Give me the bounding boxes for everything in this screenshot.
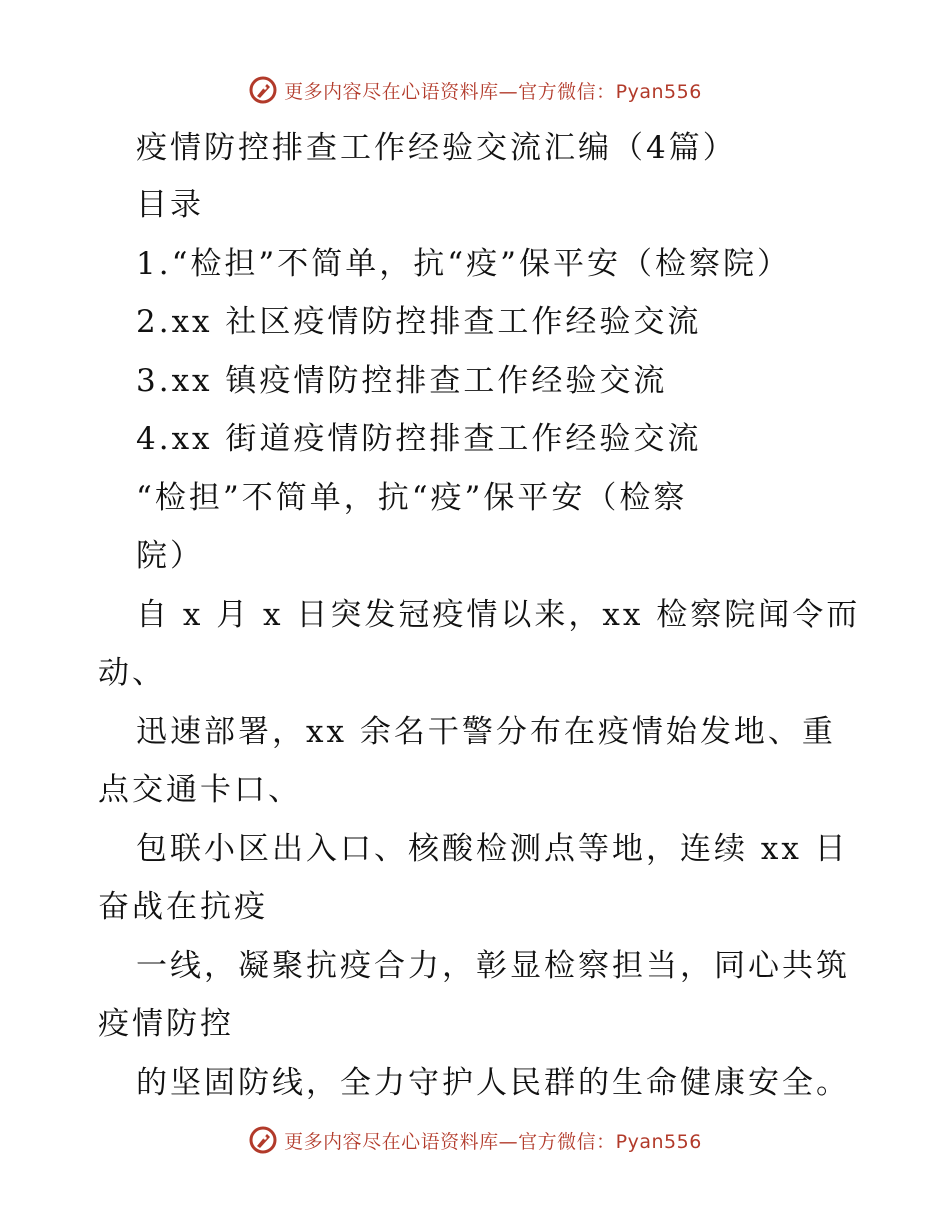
toc-item-2: 2.xx 社区疫情防控排查工作经验交流 [136,304,702,340]
toc-item-1: 1.“检担”不简单，抗“疫”保平安（检察院） [136,246,791,282]
body-line-3: 迅速部署，xx 余名干警分布在疫情始发地、重 [136,714,836,750]
pen-nib-logo-icon [248,1125,278,1155]
body-line-4: 点交通卡口、 [98,772,302,808]
body-line-2: 动、 [98,655,166,691]
toc-heading: 目录 [136,187,204,223]
body-line-9: 的坚固防线，全力守护人民群的生命健康安全。 [136,1065,850,1101]
body-line-5: 包联小区出入口、核酸检测点等地，连续 xx 日 [136,831,849,867]
toc-item-4: 4.xx 街道疫情防控排查工作经验交流 [136,421,702,457]
body-line-7: 一线，凝聚抗疫合力，彰显检察担当，同心共筑 [136,948,850,984]
footer-banner-text: 更多内容尽在心语资料库—官方微信：Pyan556 [284,1130,702,1153]
footer-banner [0,1120,950,1160]
body-line-8: 疫情防控 [98,1006,234,1042]
toc-item-3: 3.xx 镇疫情防控排查工作经验交流 [136,363,668,399]
header-banner-text: 更多内容尽在心语资料库—官方微信：Pyan556 [284,80,702,103]
header-banner [0,70,950,110]
document-title: 疫情防控排查工作经验交流汇编（4篇） [136,130,737,166]
section-title: “检担”不简单，抗“疫”保平安（检察 [136,480,688,516]
pen-nib-logo-icon [248,75,278,105]
body-line-1: 自 x 月 x 日突发冠疫情以来，xx 检察院闻令而 [136,597,861,633]
section-title-continued: 院） [136,538,204,574]
body-line-6: 奋战在抗疫 [98,889,268,925]
